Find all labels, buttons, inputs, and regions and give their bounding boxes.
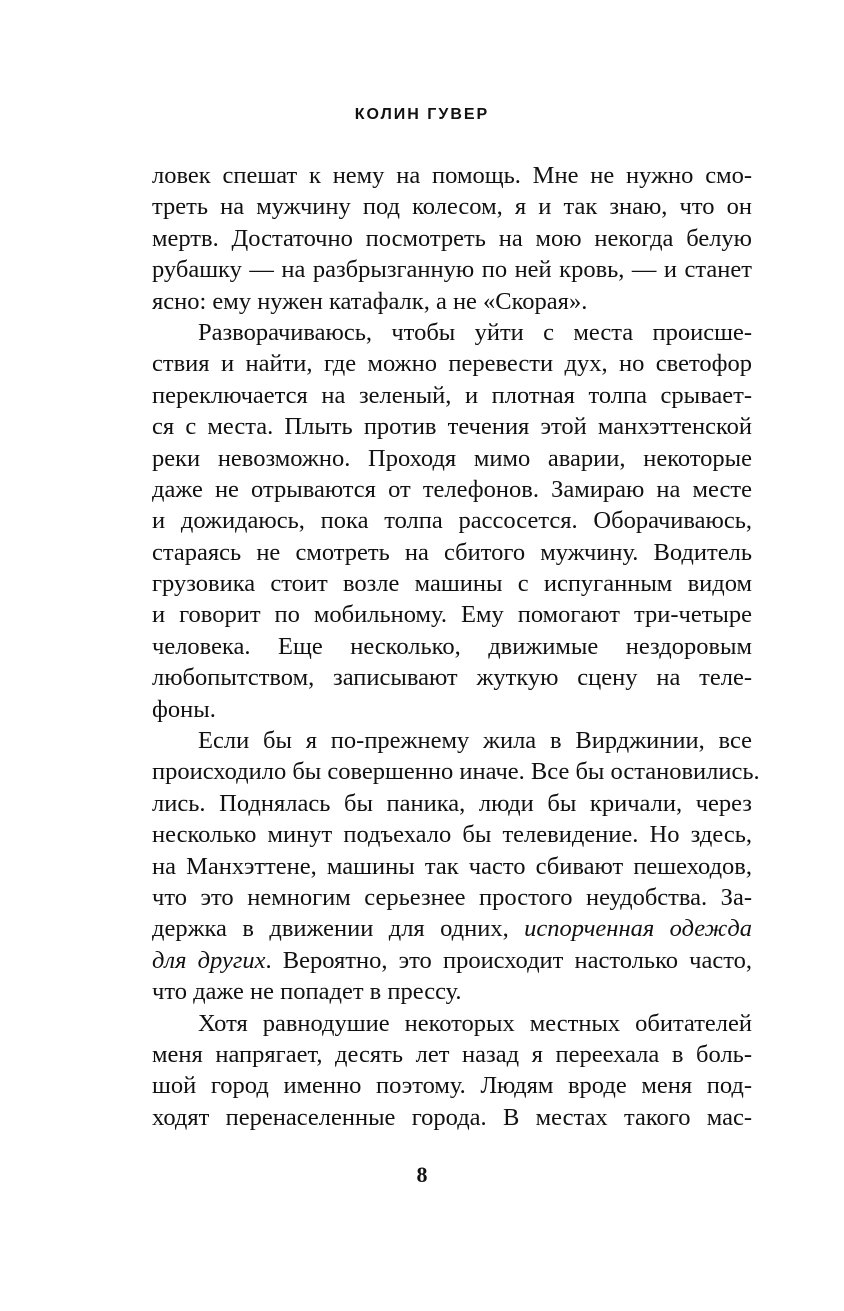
text-line: шой город именно поэтому. Людям вроде меня под- [152, 1072, 752, 1100]
text-line: любопытством, записывают жуткую сцену на теле- [152, 664, 752, 692]
italic-segment: для других [152, 946, 266, 974]
text-line-with-italic [152, 945, 752, 976]
text-line: рубашку — на разбрызганную по ней кровь, — и станет [152, 256, 752, 284]
text-line: и говорит по мобильному. Ему помогают три-четыре [152, 601, 752, 629]
text-line: лись. Поднялась бы паника, люди бы кричали, через [152, 789, 752, 817]
text-line: Разворачиваюсь, чтобы уйти с места происше- [198, 318, 752, 346]
text-line: ясно: ему нужен катафалк, а не «Скорая». [152, 287, 588, 315]
text-line: даже не отрываются от телефонов. Замираю на месте [152, 475, 752, 503]
text-line: человека. Еще несколько, движимые нездоровым [152, 632, 752, 660]
text-line-with-italic [152, 913, 752, 944]
body-text [152, 160, 760, 1133]
text-line: переключается на зеленый, и плотная толпа срывает- [152, 381, 752, 409]
text-line: Если бы я по-прежнему жила в Вирджинии, все [198, 727, 752, 755]
text-line: мертв. Достаточно посмотреть на мою некогда белую [152, 224, 752, 252]
text-line: ствия и найти, где можно перевести дух, но светофор [152, 350, 752, 378]
text-line: происходило бы совершенно иначе. Все бы остановились. [152, 758, 760, 786]
text-segment: держка в движении для одних, [152, 915, 525, 943]
text-line: стараясь не смотреть на сбитого мужчину. Водитель [152, 538, 752, 566]
text-line: ходят перенаселенные города. В местах такого мас- [152, 1103, 752, 1131]
running-head: КОЛИН ГУВЕР [354, 106, 490, 123]
text-line: несколько минут подъехало бы телевидение. Но здесь, [152, 821, 752, 849]
text-line: меня напрягает, десять лет назад я переехала в боль- [152, 1040, 752, 1068]
text-line: ловек спешат к нему на помощь. Мне не нужно смо- [152, 162, 752, 189]
italic-segment: испорченная одежда [524, 915, 752, 943]
text-line: треть на мужчину под колесом, я и так знаю, что он [152, 193, 752, 221]
page-number: 8 [416, 1162, 428, 1187]
text-line: фоны. [152, 695, 216, 723]
text-line: грузовика стоит возле машины с испуганным видом [152, 570, 752, 598]
text-line: и дожидаюсь, пока толпа рассосется. Оборачиваюсь, [152, 507, 752, 535]
text-line: реки невозможно. Проходя мимо аварии, некоторые [152, 444, 752, 472]
text-line: что даже не попадет в прессу. [152, 978, 462, 1006]
text-line: ся с места. Плыть против течения этой манхэттенской [152, 413, 752, 441]
text-line: на Манхэттене, машины так часто сбивают пешеходов, [152, 852, 752, 880]
text-segment: . Вероятно, это происходит настолько часто, [265, 946, 752, 974]
text-line: Хотя равнодушие некоторых местных обитателей [198, 1009, 752, 1037]
text-line: что это немногим серьезнее простого неудобства. За- [152, 883, 752, 911]
